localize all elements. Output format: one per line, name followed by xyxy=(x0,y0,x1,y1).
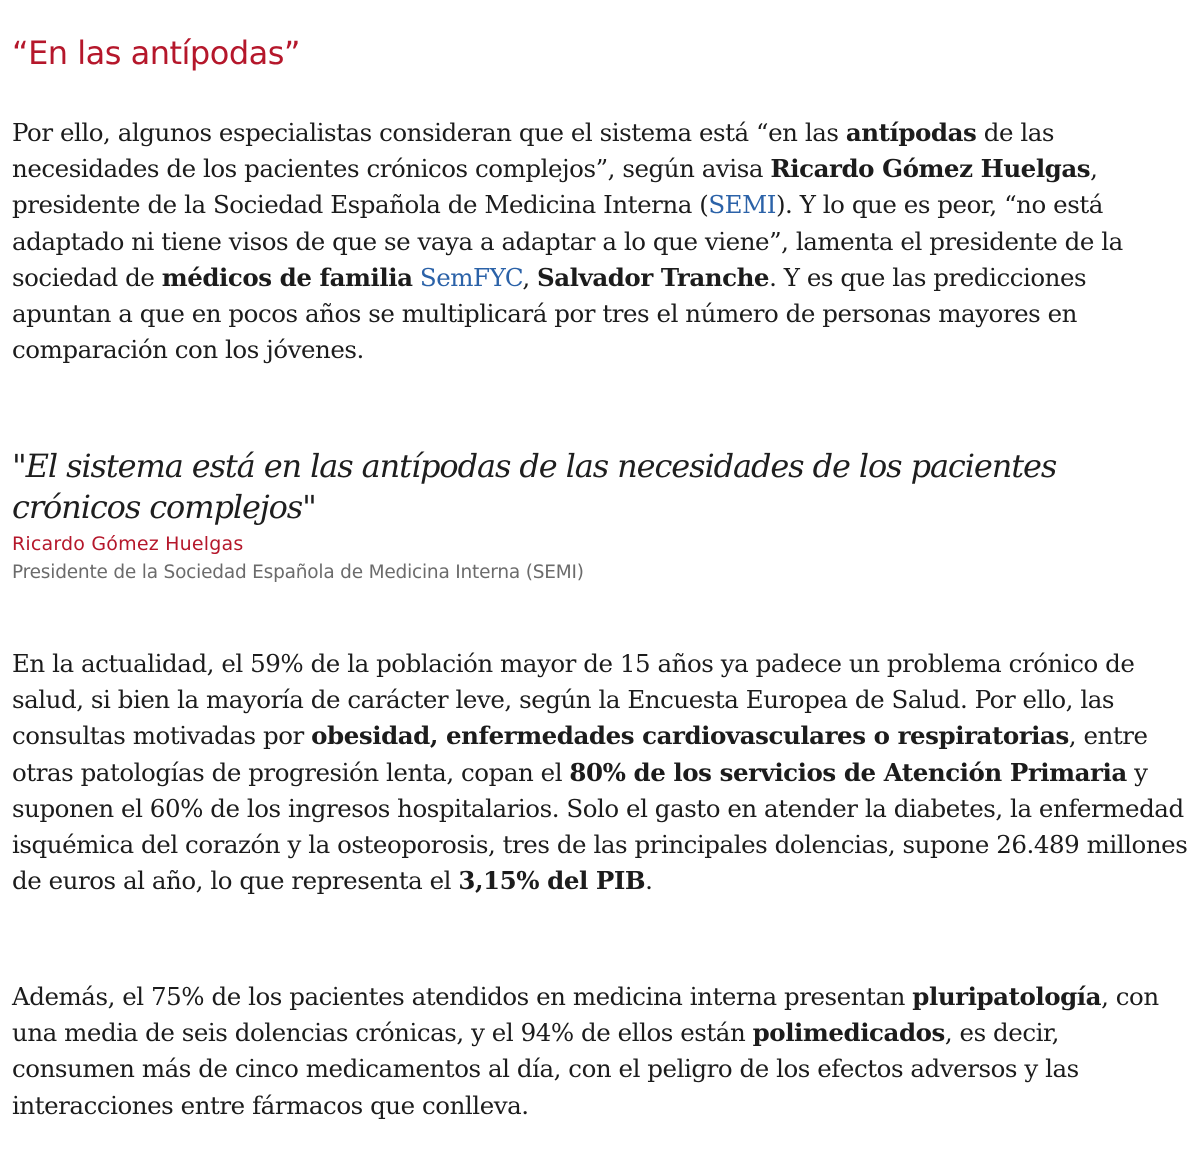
quote-author: Ricardo Gómez Huelgas xyxy=(12,533,244,555)
paragraph-pluripatologia xyxy=(12,979,1188,1124)
semi-link[interactable]: SEMI xyxy=(708,190,776,220)
para3-bold-pluripatologia: pluripatología xyxy=(912,982,1102,1011)
para2-bold-pib: 3,15% del PIB xyxy=(458,866,646,896)
para3-text-2: , con una media de seis dolencias crónicas, y el 94% de ellos están xyxy=(12,982,1159,1048)
para1-text-7: . Y es que las predicciones apuntan a que en pocos años se multiplicará por tres el número de personas mayores en comparación con los jóvenes. xyxy=(12,262,1087,365)
para1-text-2: de las necesidades de los pacientes crónicos complejos”, según avisa xyxy=(12,118,1054,184)
para2-bold-obesidad: obesidad, enfermedades cardiovasculares o respiratorias xyxy=(311,721,1069,751)
pull-quote xyxy=(12,446,1188,586)
para1-text-6: , xyxy=(522,262,538,292)
paragraph-statistics xyxy=(12,646,1188,899)
quote-text: "El sistema está en las antípodas de las necesidades de los pacientes crónicos complejos" xyxy=(12,447,1057,526)
para3-text-3: , es decir, consumen más de cinco medicamentos al día, con el peligro de los efectos adversos y las interacciones entre fármacos que conlleva. xyxy=(12,1018,1079,1120)
para1-bold-antipodas: antípodas xyxy=(845,118,977,147)
para1-text-3: , presidente de la Sociedad Española de Medicina Interna ( xyxy=(12,154,1098,220)
para2-text-1: En la actualidad, el 59% de la población mayor de 15 años ya padece un problema crónico de salud, si bien la mayoría de carácter leve, según la Encuesta Europea de Salud. Por ello, las consultas motivadas por xyxy=(12,649,1135,751)
quote-author-role: Presidente de la Sociedad Española de Medicina Interna (SEMI) xyxy=(12,562,584,583)
para1-bold-ricardo: Ricardo Gómez Huelgas xyxy=(770,154,1091,184)
section-title: “En las antípodas” xyxy=(12,34,300,72)
para2-text-3: y suponen el 60% de los ingresos hospitalarios. Solo el gasto en atender la diabetes, la enfermedad isquémica del corazón y la osteoporosis, tres de las principales dolencias, supone 26.489 millones de euros al año, lo que representa el xyxy=(12,757,1188,896)
semfyc-link[interactable]: SemFYC xyxy=(419,262,523,292)
para3-bold-polimedicados: polimedicados xyxy=(752,1018,945,1048)
para2-bold-atencion-primaria: 80% de los servicios de Atención Primaria xyxy=(569,757,1127,787)
para1-text-5 xyxy=(413,263,420,292)
para3-text-1: Además, el 75% de los pacientes atendidos en medicina interna presentan xyxy=(12,982,913,1011)
para1-text-1: Por ello, algunos especialistas consideran que el sistema está “en las xyxy=(12,118,846,147)
para1-bold-medicos: médicos de familia xyxy=(161,262,413,292)
para1-text-4: ). Y lo que es peor, “no está adaptado ni tiene visos de que se vaya a adaptar a lo que viene”, lamenta el presidente de la sociedad de xyxy=(12,190,1123,292)
paragraph-antipodas xyxy=(12,115,1188,368)
para2-text-4: . xyxy=(645,866,653,896)
para1-bold-tranche: Salvador Tranche xyxy=(537,262,770,292)
para2-text-2: , entre otras patologías de progresión lenta, copan el xyxy=(12,721,1148,787)
